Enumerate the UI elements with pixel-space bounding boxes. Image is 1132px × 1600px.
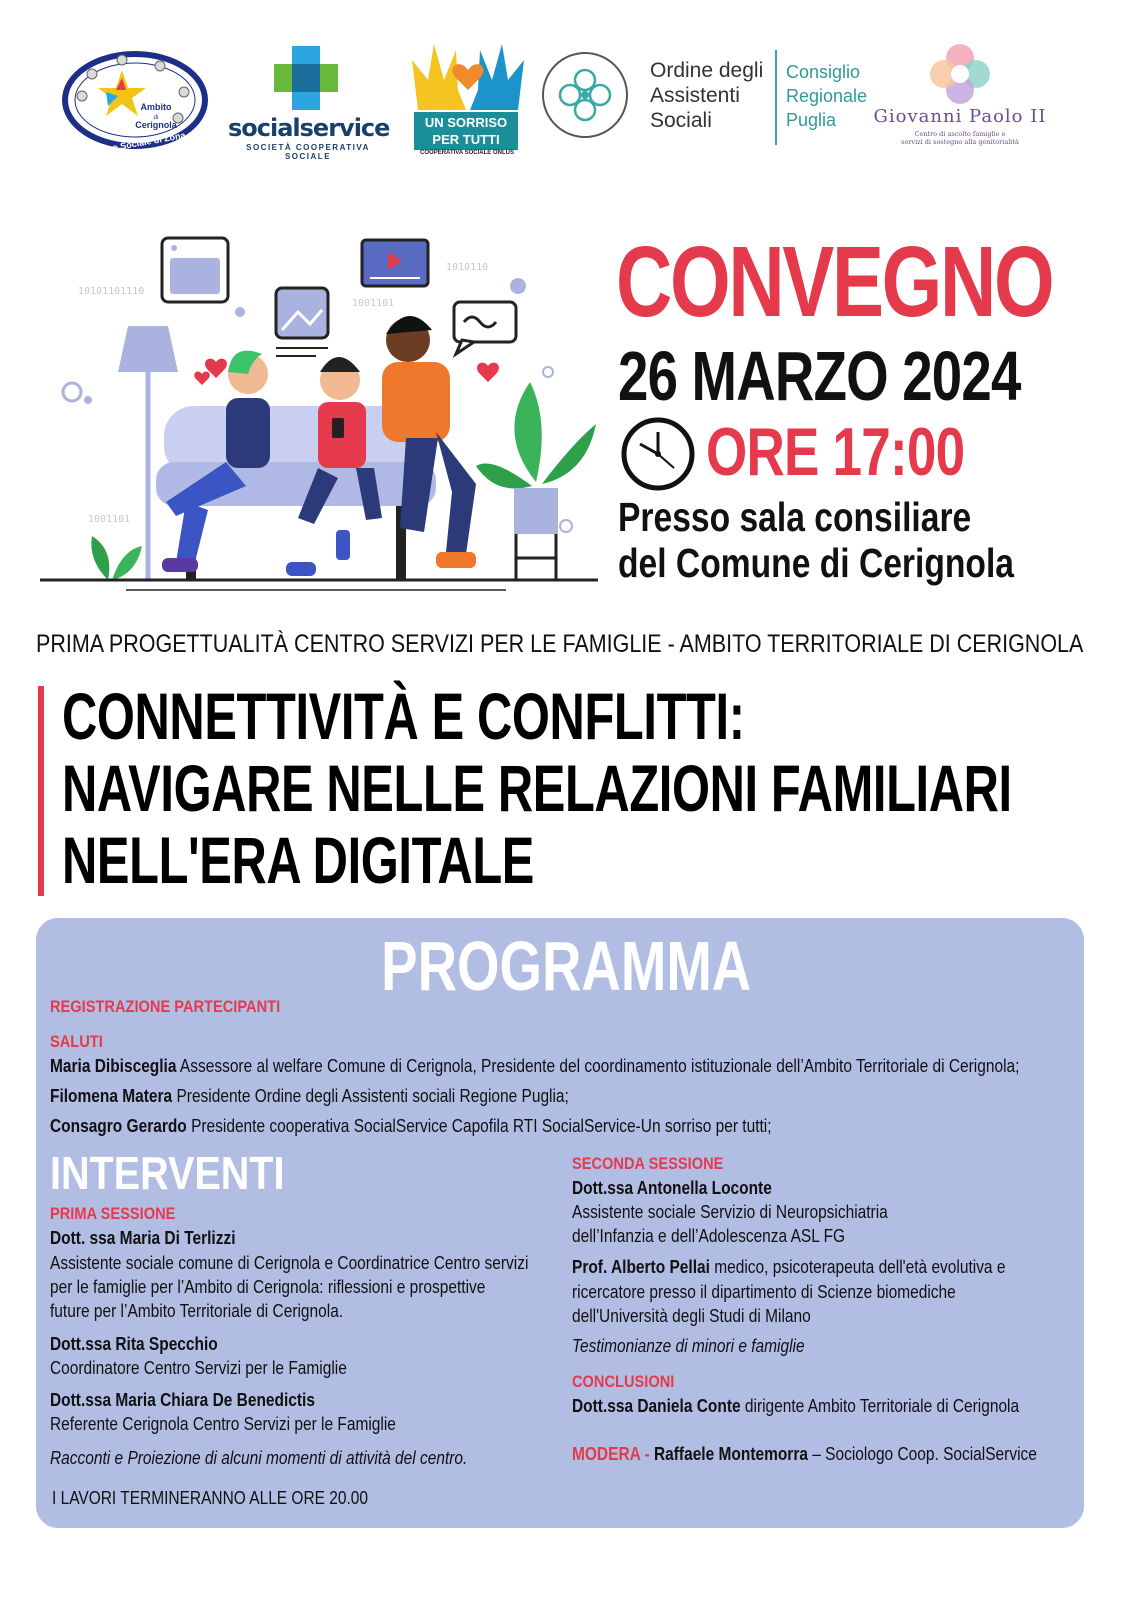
svg-text:1010110: 1010110 — [446, 262, 489, 273]
prima-sessione-label: PRIMA SESSIONE — [50, 1204, 176, 1223]
saluti-label: SALUTI — [50, 1032, 103, 1051]
speaker-role: per le famiglie per l’Ambito di Cerignola: riflessioni e prospettive — [50, 1277, 486, 1297]
registrazione-label: REGISTRAZIONE PARTECIPANTI — [50, 997, 281, 1016]
ambito-line1: Ambito — [140, 102, 172, 112]
family-on-sofa-illustration — [36, 222, 606, 594]
clock-icon — [620, 416, 696, 492]
speaker-item: Prof. Alberto Pellai medico, psicoterapeuta dell'età evolutiva e — [572, 1257, 1006, 1277]
speaker-name: Dott.ssa Maria Chiara De Benedictis — [50, 1390, 315, 1410]
saluto-item: Filomena Matera Presidente Ordine degli Assistenti sociali Regione Puglia; — [50, 1086, 569, 1106]
consiglio-regionale-text: Consiglio Regionale Puglia — [786, 62, 868, 130]
saluto-item: Maria Dibisceglia Assessore al welfare Comune di Cerignola, Presidente del coordinamento istituzionale dell’Ambito Territoriale di Cerignola; — [50, 1056, 1020, 1076]
event-time: ORE 17:00 — [706, 414, 965, 490]
speaker-name: Dott. ssa Maria Di Terlizzi — [50, 1228, 236, 1248]
interventi-title: INTERVENTI — [50, 1147, 285, 1199]
event-date: 26 MARZO 2024 — [618, 337, 1021, 415]
ambito-line2: di — [153, 115, 159, 121]
video-player-icon — [362, 240, 428, 286]
speaker-role: Assistente sociale comune di Cerignola e Coordinatrice Centro servizi — [50, 1253, 529, 1273]
speaker-name: Dott.ssa Antonella Loconte — [572, 1178, 772, 1198]
speaker-role: Coordinatore Centro Servizi per le Famiglie — [50, 1358, 347, 1378]
socialservice-logo — [228, 40, 390, 161]
ambito-line3: Cerignola — [135, 120, 177, 130]
ambito-ring-text: Piano Sociale di Zona — [92, 130, 187, 152]
speaker-role: ricercatore presso il dipartimento di Scienze biomediche — [572, 1282, 956, 1302]
puzzle-flower-icon — [928, 42, 992, 106]
svg-text:1001101: 1001101 — [88, 514, 131, 525]
hands-heart-icon — [408, 40, 528, 118]
closing-time-note: I LAVORI TERMINERANNO ALLE ORE 20.00 — [52, 1488, 369, 1508]
programma-title: PROGRAMMA — [380, 927, 752, 1005]
browser-window-icon — [162, 238, 228, 302]
giovanni-paolo-subtitle: Centro di ascolto famiglie e servizi di sostegno alla genitorialità — [901, 130, 1019, 146]
sorriso-line1: UN SORRISO — [424, 115, 508, 130]
event-venue: Presso sala consiliare del Comune di Cerignola — [618, 494, 1015, 586]
saluto-item: Consagro Gerardo Presidente cooperativa SocialService Capofila RTI SocialService-Un sorriso per tutti; — [50, 1116, 772, 1136]
speaker-name: Dott.ssa Rita Specchio — [50, 1334, 218, 1354]
svg-text:10101101110: 10101101110 — [78, 286, 145, 297]
headline-accent-bar — [38, 686, 44, 896]
speaker-role: future per l’Ambito Territoriale di Cerignola. — [50, 1301, 344, 1321]
event-title: CONVEGNO — [616, 226, 1053, 338]
conclusioni-item: Dott.ssa Daniela Conte dirigente Ambito Territoriale di Cerignola — [572, 1396, 1020, 1416]
racconti-note: Racconti e Proiezione di alcuni momenti di attività del centro. — [50, 1448, 468, 1468]
sorriso-line2: PER TUTTI — [432, 132, 500, 147]
sorriso-logo — [408, 40, 528, 160]
ordine-assistenti-logo — [540, 50, 630, 140]
speaker-role: Assistente sociale Servizio di Neuropsichiatria — [572, 1202, 888, 1222]
socialservice-name: socialservice — [228, 114, 390, 142]
project-subtitle: PRIMA PROGETTUALITÀ CENTRO SERVIZI PER LE FAMIGLIE - AMBITO TERRITORIALE DI CERIGNOLA — [36, 630, 1084, 658]
sorriso-tagline: COOPERATIVA SOCIALE ONLUS — [420, 150, 514, 156]
ambito-cerignola-logo — [60, 48, 210, 152]
testimonianze-note: Testimonianze di minori e famiglie — [572, 1336, 805, 1356]
moderator-item: MODERA - Raffaele Montemorra – Sociologo Coop. SocialService — [572, 1444, 1037, 1464]
chat-bubble-icon — [454, 302, 516, 354]
seconda-sessione-label: SECONDA SESSIONE — [572, 1154, 724, 1173]
conclusioni-label: CONCLUSIONI — [572, 1372, 675, 1391]
speaker-role: dell’Infanzia e dell’Adolescenza ASL FG — [572, 1226, 846, 1246]
speaker-role: Referente Cerignola Centro Servizi per le Famiglie — [50, 1414, 396, 1434]
speaker-role: dell'Università degli Studi di Milano — [572, 1306, 811, 1326]
logo-divider — [775, 50, 777, 145]
headline: CONNETTIVITÀ E CONFLITTI: NAVIGARE NELLE RELAZIONI FAMILIARI NELL'ERA DIGITALE — [62, 679, 1012, 897]
socialservice-tagline: SOCIETÀ COOPERATIVA SOCIALE — [246, 143, 370, 161]
image-icon — [276, 288, 328, 356]
svg-text:1001101: 1001101 — [352, 298, 395, 309]
giovanni-paolo-name: Giovanni Paolo II — [873, 106, 1047, 127]
ordine-assistenti-text: Ordine degli Assistenti Sociali — [650, 59, 764, 132]
